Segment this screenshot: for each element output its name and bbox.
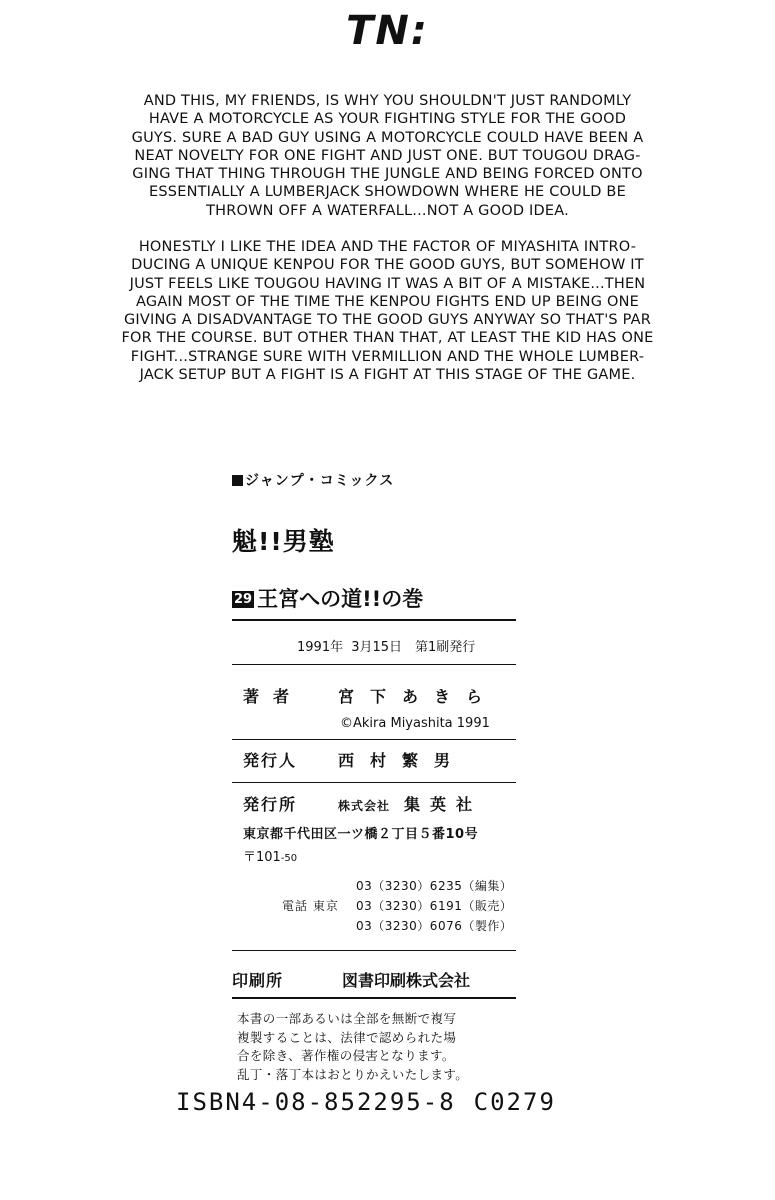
- series-label: [232, 470, 394, 490]
- publication-date: 1991年 3月15日 第1刷発行: [297, 640, 476, 655]
- copy-notice: 本書の一部あるいは全部を無断で複写 複製することは、法律で認められた場 合を除き、著作権の侵害となります。 乱丁・落丁本はおとりかえいたします。: [237, 1011, 469, 1082]
- phone-sales: 03（3230）6191（販売）: [356, 899, 513, 913]
- publishing-office-row: [243, 792, 482, 815]
- printer-label: 印刷所: [232, 971, 284, 990]
- volume-number-badge: 29: [234, 592, 253, 607]
- office-corp: 株式会社: [338, 799, 391, 813]
- isbn-line: [176, 1088, 574, 1116]
- divider-bottom: [232, 997, 516, 999]
- phone-production: 03（3230）6076（製作）: [356, 919, 513, 933]
- author-name: 宮下あきら: [338, 687, 499, 706]
- postal-code: [243, 846, 297, 865]
- volume-line: [232, 583, 423, 613]
- series-text: ジャンプ・コミックス: [245, 473, 395, 489]
- author-label: 著者: [243, 687, 304, 706]
- publisher-name: 西村繁男: [338, 751, 467, 770]
- volume-title: 王宮への道!!の巻: [257, 587, 424, 611]
- office-label: 発行所: [243, 795, 298, 814]
- tn-paragraph-2: HONESTLY I LIKE THE IDEA AND THE FACTOR OF MIYASHITA INTRO- DUCING A UNIQUE KENPOU FOR THE GOOD GUYS, BUT SOMEHOW IT JUST FEELS LIKE TOUGOU HAVING IT WAS A BIT OF A MISTAKE...THEN AGAIN MOST OF THE TIME THE KENPOU FIGHTS END UP BEING ONE GIVING A DISADVANTAGE TO THE GOOD GUYS ANYWAY SO THAT'S PAR FOR THE COURSE. BUT OTHER THAN THAT, AT LEAST THE KID HAS ONE FIGHT...STRANGE SURE WITH VERMILLION AND THE WHOLE LUMBER- JACK SETUP BUT A FIGHT IS A FIGHT AT THIS STAGE OF THE GAME.: [121, 239, 654, 384]
- divider-publisher: [232, 782, 516, 783]
- copyright-line: ©Akira Miyashita 1991: [340, 716, 490, 731]
- publisher-label: 発行人: [243, 751, 298, 770]
- tn-paragraph-1: AND THIS, MY FRIENDS, IS WHY YOU SHOULDN'T JUST RANDOMLY HAVE A MOTORCYCLE AS YOUR FIGHTING STYLE FOR THE GOOD GUYS. SURE A BAD GUY USING A MOTORCYCLE COULD HAVE BEEN A NEAT NOVELTY FOR ONE FIGHT AND JUST ONE. BUT TOUGOU DRAG- GING THAT THING THROUGH THE JUNGLE AND BEING FORCED ONTO ESSENTIALLY A LUMBERJACK SHOWDOWN WHERE HE COULD BE THROWN OFF A WATERFALL...NOT A GOOD IDEA.: [131, 93, 644, 219]
- isbn-number: ISBN4-08-852295-8: [176, 1088, 456, 1116]
- publisher-row: [243, 748, 466, 771]
- printer-name: 図書印刷株式会社: [342, 971, 471, 990]
- printer-row: [232, 968, 470, 991]
- divider-phones: [232, 950, 516, 951]
- postal-main: 〒101: [243, 850, 281, 865]
- tn-title: TN:: [346, 8, 429, 54]
- office-address: 東京都千代田区一ツ橋２丁目５番10号: [243, 827, 479, 842]
- author-row: [243, 684, 498, 707]
- phone-editorial: 03（3230）6235（編集）: [356, 879, 513, 893]
- black-square-icon: [232, 475, 243, 486]
- phone-label: 電話 東京: [282, 899, 339, 913]
- divider-author: [232, 739, 516, 740]
- divider-top: [232, 619, 516, 621]
- book-title: 魁!!男塾: [232, 527, 335, 556]
- isbn-code: C0279: [473, 1088, 556, 1116]
- office-name: 集英社: [404, 795, 483, 814]
- postal-sub: -50: [280, 853, 298, 864]
- divider-date: [232, 664, 516, 665]
